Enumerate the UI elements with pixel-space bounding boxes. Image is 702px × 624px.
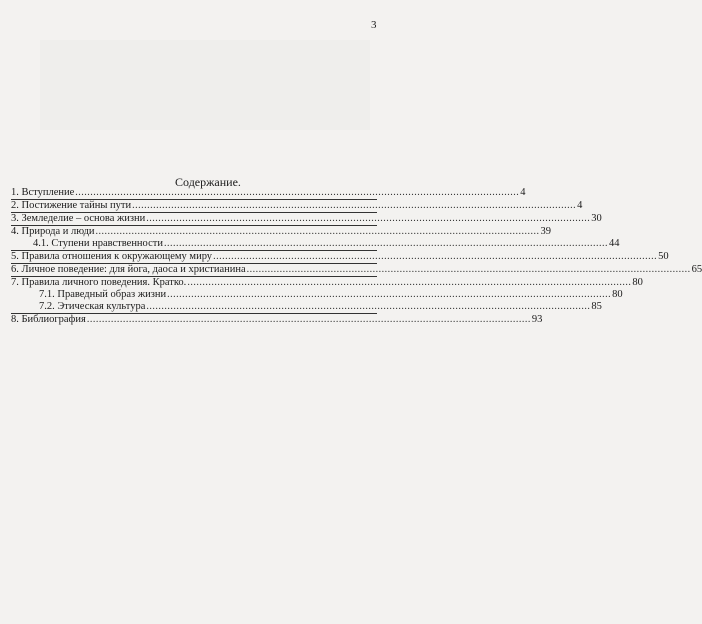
toc-entry-introduction[interactable] [11,187,526,199]
toc-entry-world-rules[interactable] [11,251,669,263]
page-number: 3 [371,19,377,31]
toc-title: Содержание. [175,175,241,189]
toc-entry-label: 7.2. Этическая культура [39,301,146,312]
faded-background-text [40,40,370,130]
toc-entry-label: 3. Земледелие – основа жизни [11,213,146,224]
toc-entry-page: 65 [691,264,702,275]
toc-entry-label: 4. Природа и люди [11,226,95,237]
toc-entry-righteous-life[interactable] [39,289,623,301]
dot-leader: .................................................................................................................................................... [86,314,531,325]
dot-leader: .................................................................................................................................................... [132,200,577,211]
dot-leader: .................................................................................................................................................... [75,187,520,198]
toc-entry-ethical-culture[interactable] [39,301,602,313]
toc-entry-morality-steps[interactable] [33,238,620,250]
toc-entry-personal-behavior[interactable] [11,264,702,276]
dot-leader: .................................................................................................................................................... [95,226,540,237]
toc-entry-page: 50 [658,251,669,262]
toc-entry-page: 39 [540,226,552,237]
toc-entry-behavior-rules[interactable] [11,277,643,289]
toc-entry-page: 4 [577,200,583,211]
toc-entry-page: 44 [608,238,620,249]
toc-entry-label: 1. Вступление [11,187,75,198]
toc-entry-agriculture[interactable] [11,213,602,225]
toc-entry-label: 7.1. Праведный образ жизни [39,289,167,300]
dot-leader: .................................................................................................................................................... [146,213,591,224]
dot-leader: .................................................................................................................................................... [246,264,691,275]
toc-entry-nature-people[interactable] [11,226,552,238]
toc-entry-page: 80 [632,277,643,288]
dot-leader: .................................................................................................................................................... [163,238,608,249]
toc-entry-label: 6. Личное поведение: для йога, даоса и христианина [11,264,246,275]
toc-entry-label: 8. Библиография [11,314,86,325]
toc-entry-label: 4.1. Ступени нравственности [33,238,163,249]
toc-entry-label: 5. Правила отношения к окружающему миру [11,251,213,262]
toc-entry-page: 80 [612,289,623,300]
toc-entry-label: 7. Правила личного поведения. Кратко. [11,277,187,288]
toc-entry-page: 93 [531,314,543,325]
dot-leader: .................................................................................................................................................... [146,301,591,312]
toc-entry-label: 2. Постижение тайны пути [11,200,132,211]
toc-entry-page: 4 [520,187,526,198]
toc-entry-bibliography[interactable] [11,314,543,326]
toc-entry-page: 30 [591,213,602,224]
dot-leader: .................................................................................................................................................... [187,277,632,288]
toc-entry-path-mystery[interactable] [11,200,583,212]
toc-entry-page: 85 [591,301,602,312]
dot-leader: .................................................................................................................................................... [213,251,658,262]
dot-leader: .................................................................................................................................................... [167,289,612,300]
